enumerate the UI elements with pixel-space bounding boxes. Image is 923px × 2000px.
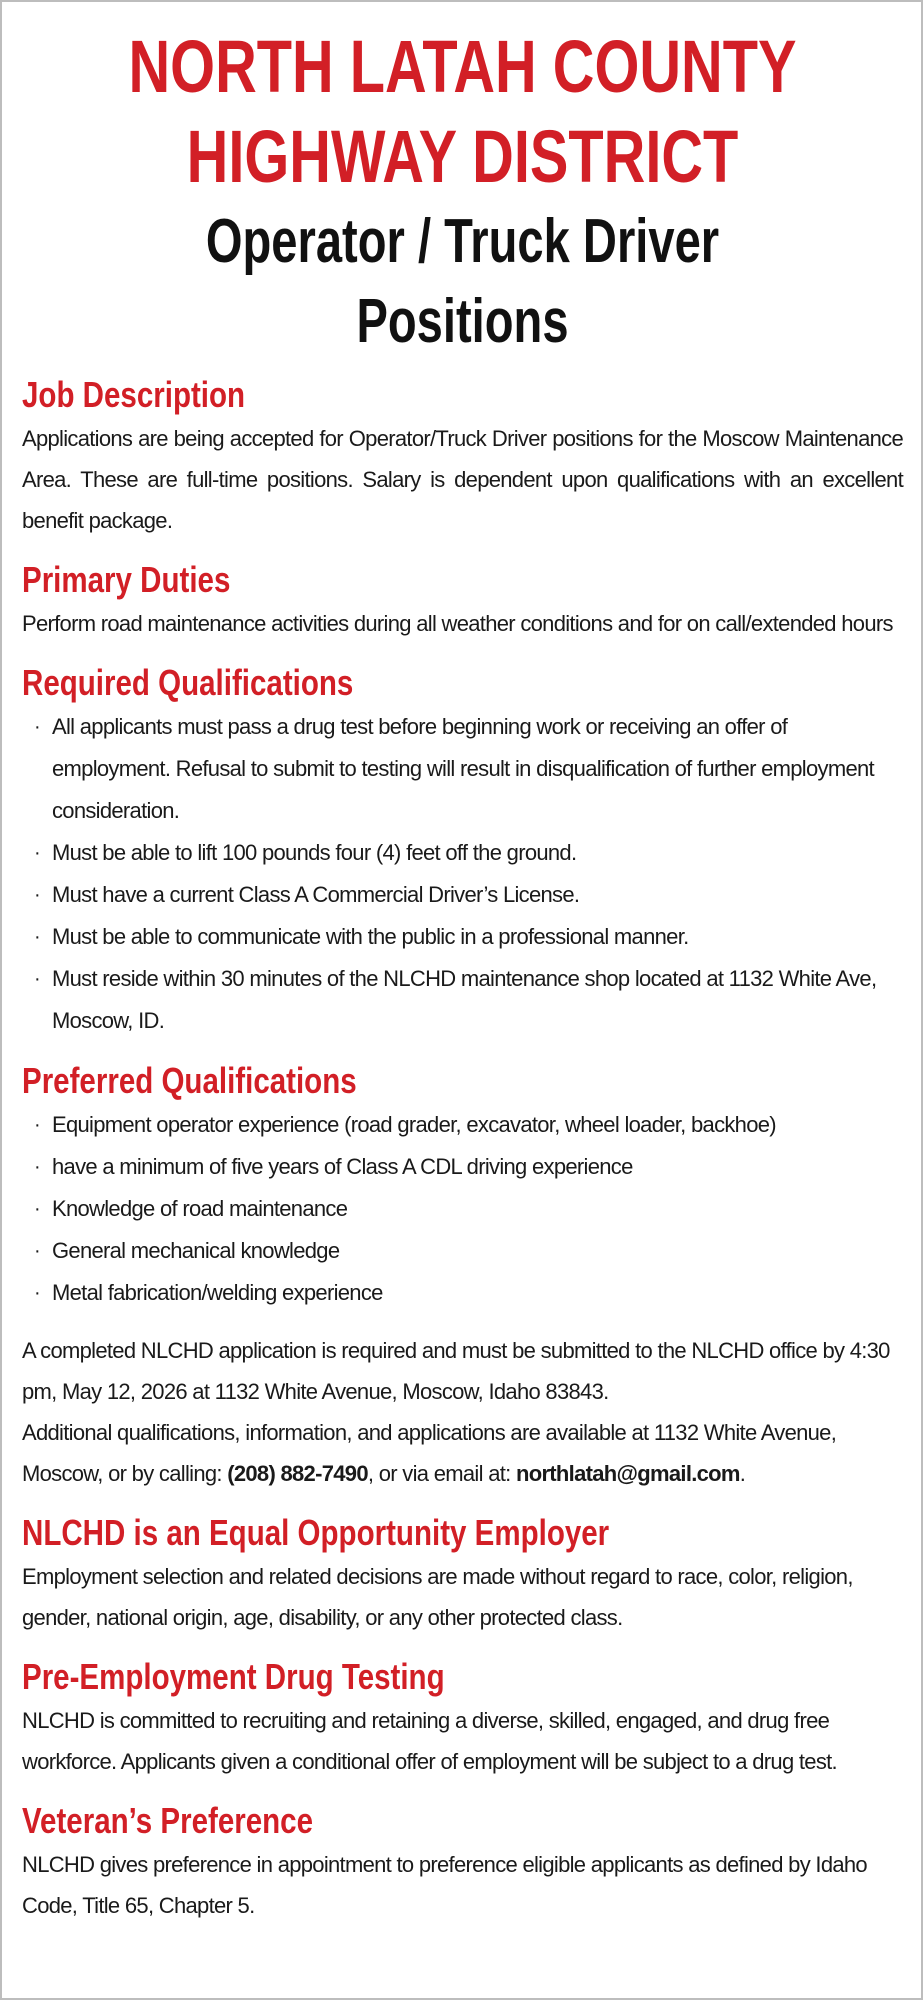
phone-number[interactable]: (208) 882-7490 <box>227 1461 368 1486</box>
section-text: Applications are being accepted for Operator/Truck Driver positions for the Moscow Maintenance Area. These are full-time positions. Salary is dependent upon qualifications with an excellent benefit package. <box>22 426 903 533</box>
section-title: Pre-Employment Drug Testing <box>22 1656 445 1697</box>
district-name-line1: NORTH LATAH COUNTY <box>128 25 797 108</box>
section-text: NLCHD is committed to recruiting and retaining a diverse, skilled, engaged, and drug free workforce. Applicants given a conditional offer of employment will be subject to a drug test. <box>22 1708 837 1774</box>
section-title: Job Description <box>22 374 246 415</box>
bullet-icon: · <box>34 1114 40 1136</box>
section-title: Required Qualifications <box>22 662 354 703</box>
section-preferred-qualifications <box>22 1058 903 1314</box>
list-item: · Knowledge of road maintenance <box>52 1188 903 1230</box>
section-required-qualifications <box>22 660 903 1042</box>
section-title: Veteran’s Preference <box>22 1800 314 1841</box>
bullet-icon: · <box>34 842 40 864</box>
required-qualifications-list <box>22 706 903 1042</box>
position-title: Operator / Truck Driver Positions <box>205 207 720 356</box>
list-item: · Must have a current Class A Commercial Driver’s License. <box>52 874 903 916</box>
section-title: Preferred Qualifications <box>22 1060 357 1101</box>
section-text: Perform road maintenance activities during all weather conditions and for on call/extended hours <box>22 611 893 636</box>
district-name-line2: HIGHWAY DISTRICT <box>186 115 739 198</box>
list-item: · General mechanical knowledge <box>52 1230 903 1272</box>
section-veterans-preference <box>22 1798 903 1926</box>
section-primary-duties <box>22 557 903 644</box>
section-drug-testing <box>22 1654 903 1782</box>
section-text: NLCHD gives preference in appointment to preference eligible applicants as defined by Idaho Code, Title 65, Chapter 5. <box>22 1852 867 1918</box>
bullet-icon: · <box>34 1198 40 1220</box>
bullet-icon: · <box>34 1156 40 1178</box>
email-address[interactable]: northlatah@gmail.com <box>515 1461 740 1486</box>
preferred-qualifications-list <box>22 1104 903 1314</box>
bullet-icon: · <box>34 968 40 990</box>
list-item: · All applicants must pass a drug test before beginning work or receiving an offer of employment. Refusal to submit to testing will result in disqualification of further employment consideration. <box>52 706 903 832</box>
section-job-description <box>22 372 903 541</box>
bullet-icon: · <box>34 926 40 948</box>
list-item: · Must be able to lift 100 pounds four (4) feet off the ground. <box>52 832 903 874</box>
section-text: Employment selection and related decisions are made without regard to race, color, religion, gender, national origin, age, disability, or any other protected class. <box>22 1564 853 1630</box>
section-application-info <box>22 1330 903 1494</box>
list-item: · have a minimum of five years of Class A CDL driving experience <box>52 1146 903 1188</box>
section-title: NLCHD is an Equal Opportunity Employer <box>22 1512 610 1553</box>
bullet-icon: · <box>34 884 40 906</box>
application-contact-text: Additional qualifications, information, and applications are available at 1132 White Avenue, Moscow, or by calling: (208) 882-7490, or via email at: northlatah@gmail.com. <box>22 1420 837 1486</box>
list-item: · Must be able to communicate with the public in a professional manner. <box>52 916 903 958</box>
list-item: · Must reside within 30 minutes of the NLCHD maintenance shop located at 1132 White Ave, Moscow, ID. <box>52 958 903 1042</box>
bullet-icon: · <box>34 1282 40 1304</box>
list-item: · Metal fabrication/welding experience <box>52 1272 903 1314</box>
list-item: · Equipment operator experience (road grader, excavator, wheel loader, backhoe) <box>52 1104 903 1146</box>
section-title: Primary Duties <box>22 559 231 600</box>
bullet-icon: · <box>34 1240 40 1262</box>
section-equal-opportunity <box>22 1510 903 1638</box>
application-deadline-text: A completed NLCHD application is required and must be submitted to the NLCHD office by 4:30 pm, May 12, 2026 at 1132 White Avenue, Moscow, Idaho 83843. <box>22 1338 890 1404</box>
bullet-icon: · <box>34 716 40 738</box>
